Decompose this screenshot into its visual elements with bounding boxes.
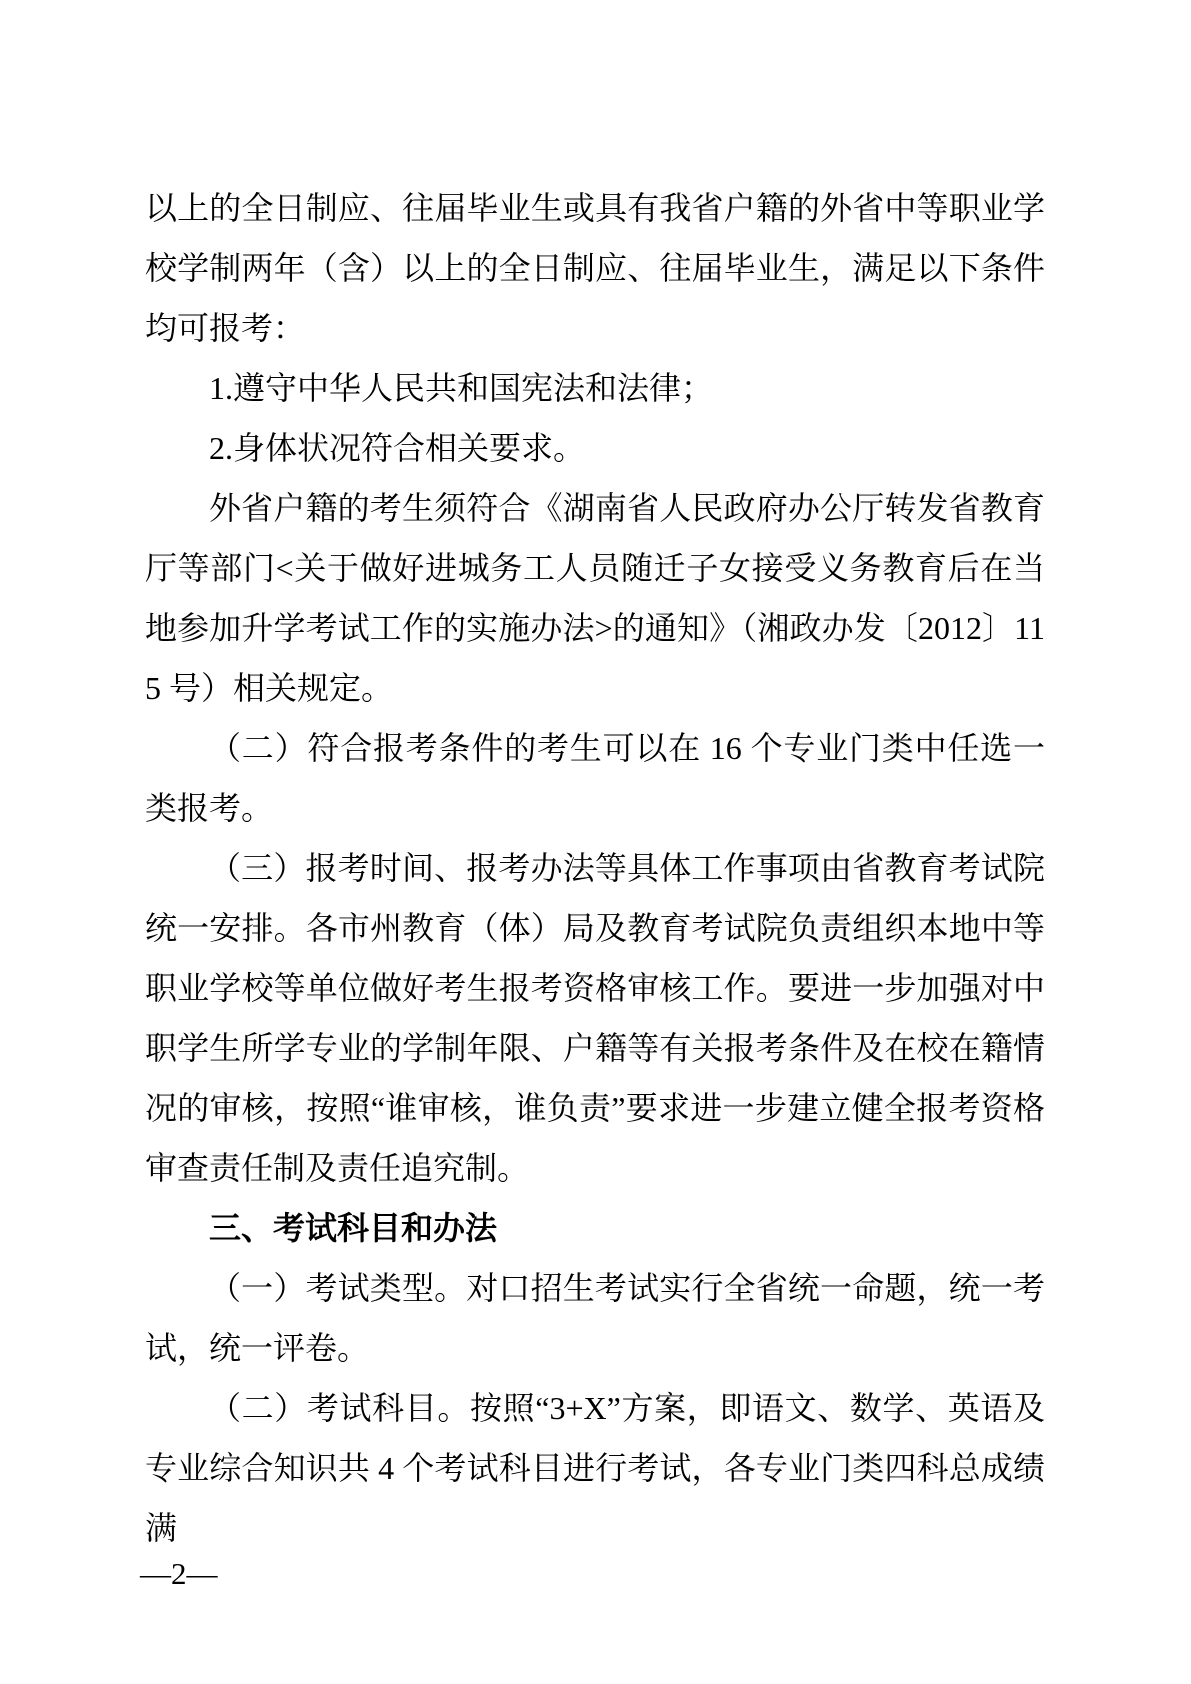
body-paragraph-out-of-province: 外省户籍的考生须符合《湖南省人民政府办公厅转发省教育厅等部门<关于做好进城务工人员随迁子女接受义务教育后在当地参加升学考试工作的实施办法>的通知》（湘政办发〔2012〕115 号）相关规定。 [145, 490, 1045, 706]
body-paragraph-registration-arrangement: （三）报考时间、报考办法等具体工作事项由省教育考试院统一安排。各市州教育（体）局及教育考试院负责组织本地中等职业学校等单位做好考生报考资格审核工作。要进一步加强对中职学生所学专业的学制年限、户籍等有关报考条件及在校在籍情况的审核，按照“谁审核，谁负责”要求进一步建立健全报考资格审查责任制及责任追究制。 [145, 850, 1045, 1186]
body-paragraph-exam-subjects: （二）考试科目。按照“3+X”方案，即语文、数学、英语及专业综合知识共 4 个考试科目进行考试，各专业门类四科总成绩满 [145, 1390, 1045, 1546]
body-paragraph-exam-type: （一）考试类型。对口招生考试实行全省统一命题，统一考试，统一评卷。 [145, 1270, 1045, 1366]
body-paragraph-item-1: 1.遵守中华人民共和国宪法和法律； [209, 370, 714, 406]
body-paragraph-continuation: 以上的全日制应、往届毕业生或具有我省户籍的外省中等职业学校学制两年（含）以上的全日制应、往届毕业生，满足以下条件均可报考： [145, 190, 1045, 346]
page-number: —2— [140, 1556, 218, 1591]
body-paragraph-item-2: 2.身体状况符合相关要求。 [209, 430, 586, 466]
section-heading-exam-subjects: 三、考试科目和办法 [209, 1210, 498, 1246]
body-paragraph-category-choice: （二）符合报考条件的考生可以在 16 个专业门类中任选一类报考。 [145, 730, 1045, 826]
document-body [145, 178, 1045, 1558]
